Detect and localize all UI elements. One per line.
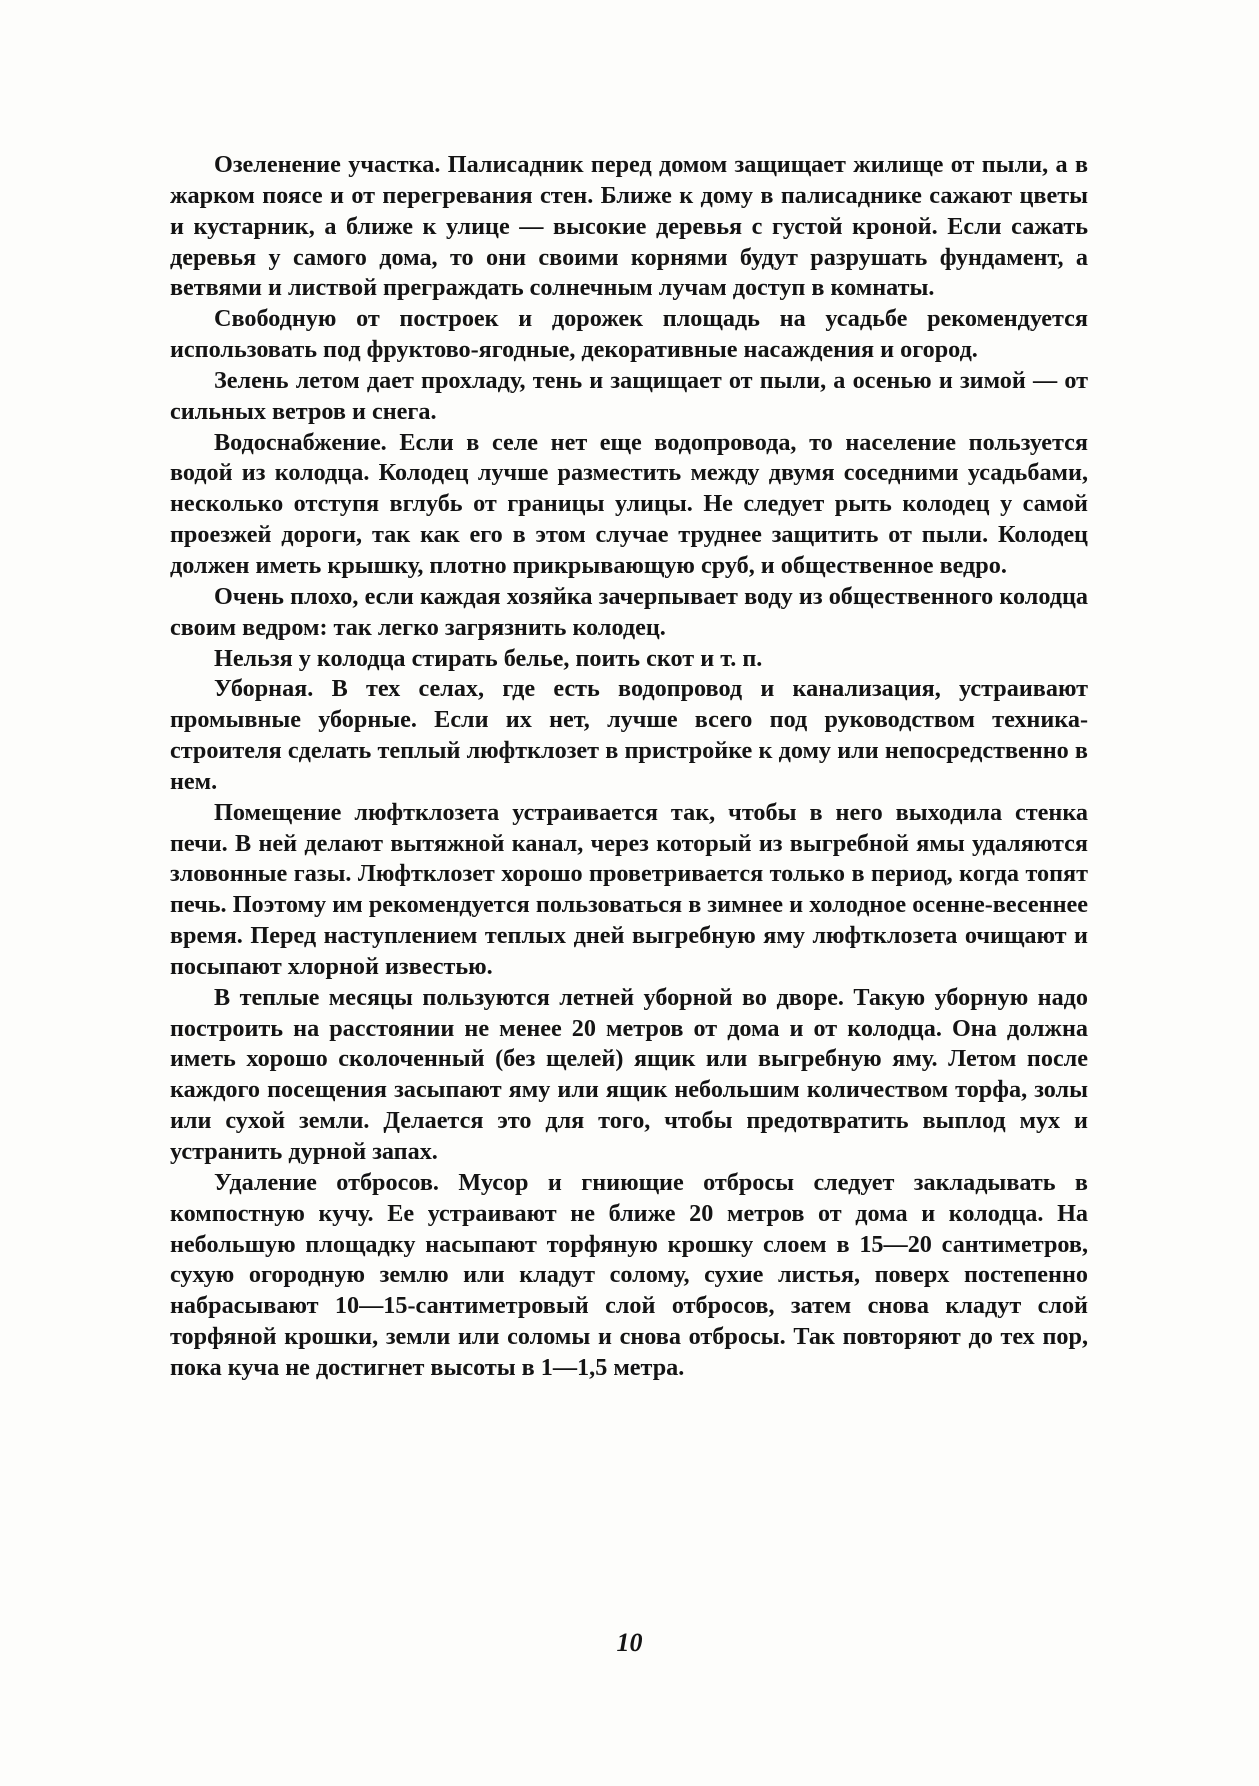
paragraph-text: В теплые месяцы пользуются летней уборной во дворе. Такую уборную надо построить на расстоянии не менее 20 метров от дома и от колодца. Она должна иметь хорошо сколоченный (без щелей) ящик или выгребную яму. Летом после каждого посещения засыпают яму или ящик небольшим количеством торфа, золы или сухой земли. Делается это для того, чтобы предотвратить выплод мух и устранить дурной запах. <box>170 983 1088 1165</box>
paragraph-text: Помещение люфтклозета устраивается так, чтобы в него выходила стенка печи. В ней делают вытяжной канал, через который из выгребной ямы удаляются зловонные газы. Люфтклозет хорошо проветривается только в период, когда топят печь. Поэтому им рекомендуется пользоваться в зимнее и холодное осенне-весеннее время. Перед наступлением теплых дней выгребную яму люфтклозета очищают и посыпают хлорной известью. <box>170 798 1088 980</box>
paragraph-text: Нельзя у колодца стирать белье, поить скот и т. п. <box>214 644 763 672</box>
paragraph-text: Свободную от построек и дорожек площадь на усадьбе рекомендуется использовать под фруктово-ягодные, декоративные насаждения и огород. <box>170 305 1088 364</box>
paragraph-latrine <box>170 674 1088 797</box>
section-heading-waste-removal: Удаление отбросов. <box>214 1168 439 1196</box>
page-number: 10 <box>616 1628 643 1657</box>
section-heading-greening: Озеленение участка. <box>214 151 441 178</box>
paragraph-closet-room <box>170 798 1088 983</box>
paragraph-text: Палисадник перед домом защищает жилище от пыли, а в жарком поясе и от перегревания стен. Ближе к дому в палисаднике сажают цветы и кустарник, а ближе к улице — высокие деревья с густой кроной. Если сажать деревья у самого дома, то они своими корнями будут разрушать фундамент, а ветвями и листвой преграждать солнечным лучам доступ в комнаты. <box>170 151 1089 302</box>
paragraph-waste-removal <box>170 1168 1088 1384</box>
section-heading-latrine: Уборная. <box>214 675 314 703</box>
paragraph-summer-latrine <box>170 983 1088 1168</box>
section-heading-water-supply: Водоснабжение. <box>214 428 387 456</box>
paragraph-free-area <box>170 304 1088 366</box>
paragraph-greenery <box>170 366 1088 428</box>
paragraph-water-supply <box>170 428 1088 582</box>
paragraph-text: В тех селах, где есть водопровод и канализация, устраивают промывные уборные. Если их нет, лучше всего под руководством техника-строителя сделать теплый люфтклозет в пристройке к дому или непосредственно в нем. <box>170 675 1088 795</box>
paragraph-laundry <box>170 644 1088 675</box>
page-body-text <box>170 150 1088 1384</box>
paragraph-text: Зелень летом дает прохладу, тень и защищает от пыли, а осенью и зимой — от сильных ветров и снега. <box>170 366 1088 425</box>
paragraph-text: Очень плохо, если каждая хозяйка зачерпывает воду из общественного колодца своим ведром: так легко загрязнить колодец. <box>170 582 1088 641</box>
paragraph-text: Если в селе нет еще водопровода, то население пользуется водой из колодца. Колодец лучше разместить между двумя соседними усадьбами, несколько отступя вглубь от границы улицы. Не следует рыть колодец у самой проезжей дороги, так как его в этом случае труднее защитить от пыли. Колодец должен иметь крышку, плотно прикрывающую сруб, и общественное ведро. <box>170 428 1088 579</box>
paragraph-greening <box>170 150 1088 304</box>
paragraph-text: Мусор и гниющие отбросы следует закладывать в компостную кучу. Ее устраивают не ближе 20 метров от дома и колодца. На небольшую площадку насыпают торфяную крошку слоем в 15—20 сантиметров, сухую огородную землю или кладут солому, сухие листья, поверх постепенно набрасывают 10—15-сантиметровый слой отбросов, затем снова кладут слой торфяной крошки, земли или соломы и снова отбросы. Так повторяют до тех пор, пока куча не достигнет высоты в 1—1,5 метра. <box>170 1168 1088 1381</box>
paragraph-bucket <box>170 582 1088 644</box>
